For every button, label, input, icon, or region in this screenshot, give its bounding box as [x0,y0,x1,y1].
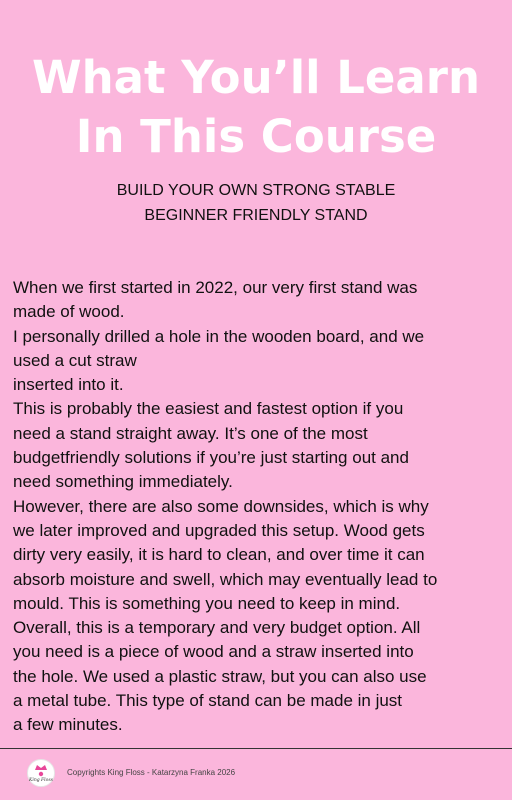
body-line: a metal tube. This type of stand can be made in just [13,691,403,711]
body-line: inserted into it. [13,375,124,395]
body-line: a few minutes. [13,715,123,735]
page-title-line-2: In This Course [75,110,437,163]
body-line: mould. This is something you need to keep in mind. [13,593,401,613]
logo-crown-icon [28,760,54,786]
page-title-line-1: What You’ll Learn [31,51,481,104]
body-line: dirty very easily, it is hard to clean, and over time it can [13,545,425,565]
body-line: budgetfriendly solutions if you’re just starting out and [13,448,409,468]
footer-divider [0,748,512,749]
body-line: the hole. We used a plastic straw, but you can also use [13,666,427,686]
page-subtitle-line-2: BEGINNER FRIENDLY STAND [144,207,368,224]
footer-copyright: Copyrights King Floss - Katarzyna Franka 2026 [67,768,236,777]
page-title [0,48,512,166]
body-line: However, there are also some downsides, which is why [13,496,429,516]
logo-text: King Floss [29,778,53,783]
body-line: When we first started in 2022, our very first stand was [13,278,418,297]
body-line: need something immediately. [13,472,233,492]
page-subtitle-line-1: BUILD YOUR OWN STRONG STABLE [116,182,396,199]
body-paragraph [13,276,505,738]
king-floss-logo [27,759,55,787]
body-line: used a cut straw [13,350,137,370]
body-line: This is probably the easiest and fastest option if you [13,399,404,419]
body-line: we later improved and upgraded this setup. Wood gets [13,520,425,540]
body-line: made of wood. [13,302,125,322]
body-line: need a stand straight away. It’s one of the most [13,423,368,443]
body-line: Overall, this is a temporary and very budget option. All [13,618,421,638]
body-line: I personally drilled a hole in the wooden board, and we [13,326,425,346]
body-line: you need is a piece of wood and a straw inserted into [13,642,414,662]
page-subtitle [0,178,512,228]
body-line: absorb moisture and swell, which may eventually lead to [13,569,438,589]
